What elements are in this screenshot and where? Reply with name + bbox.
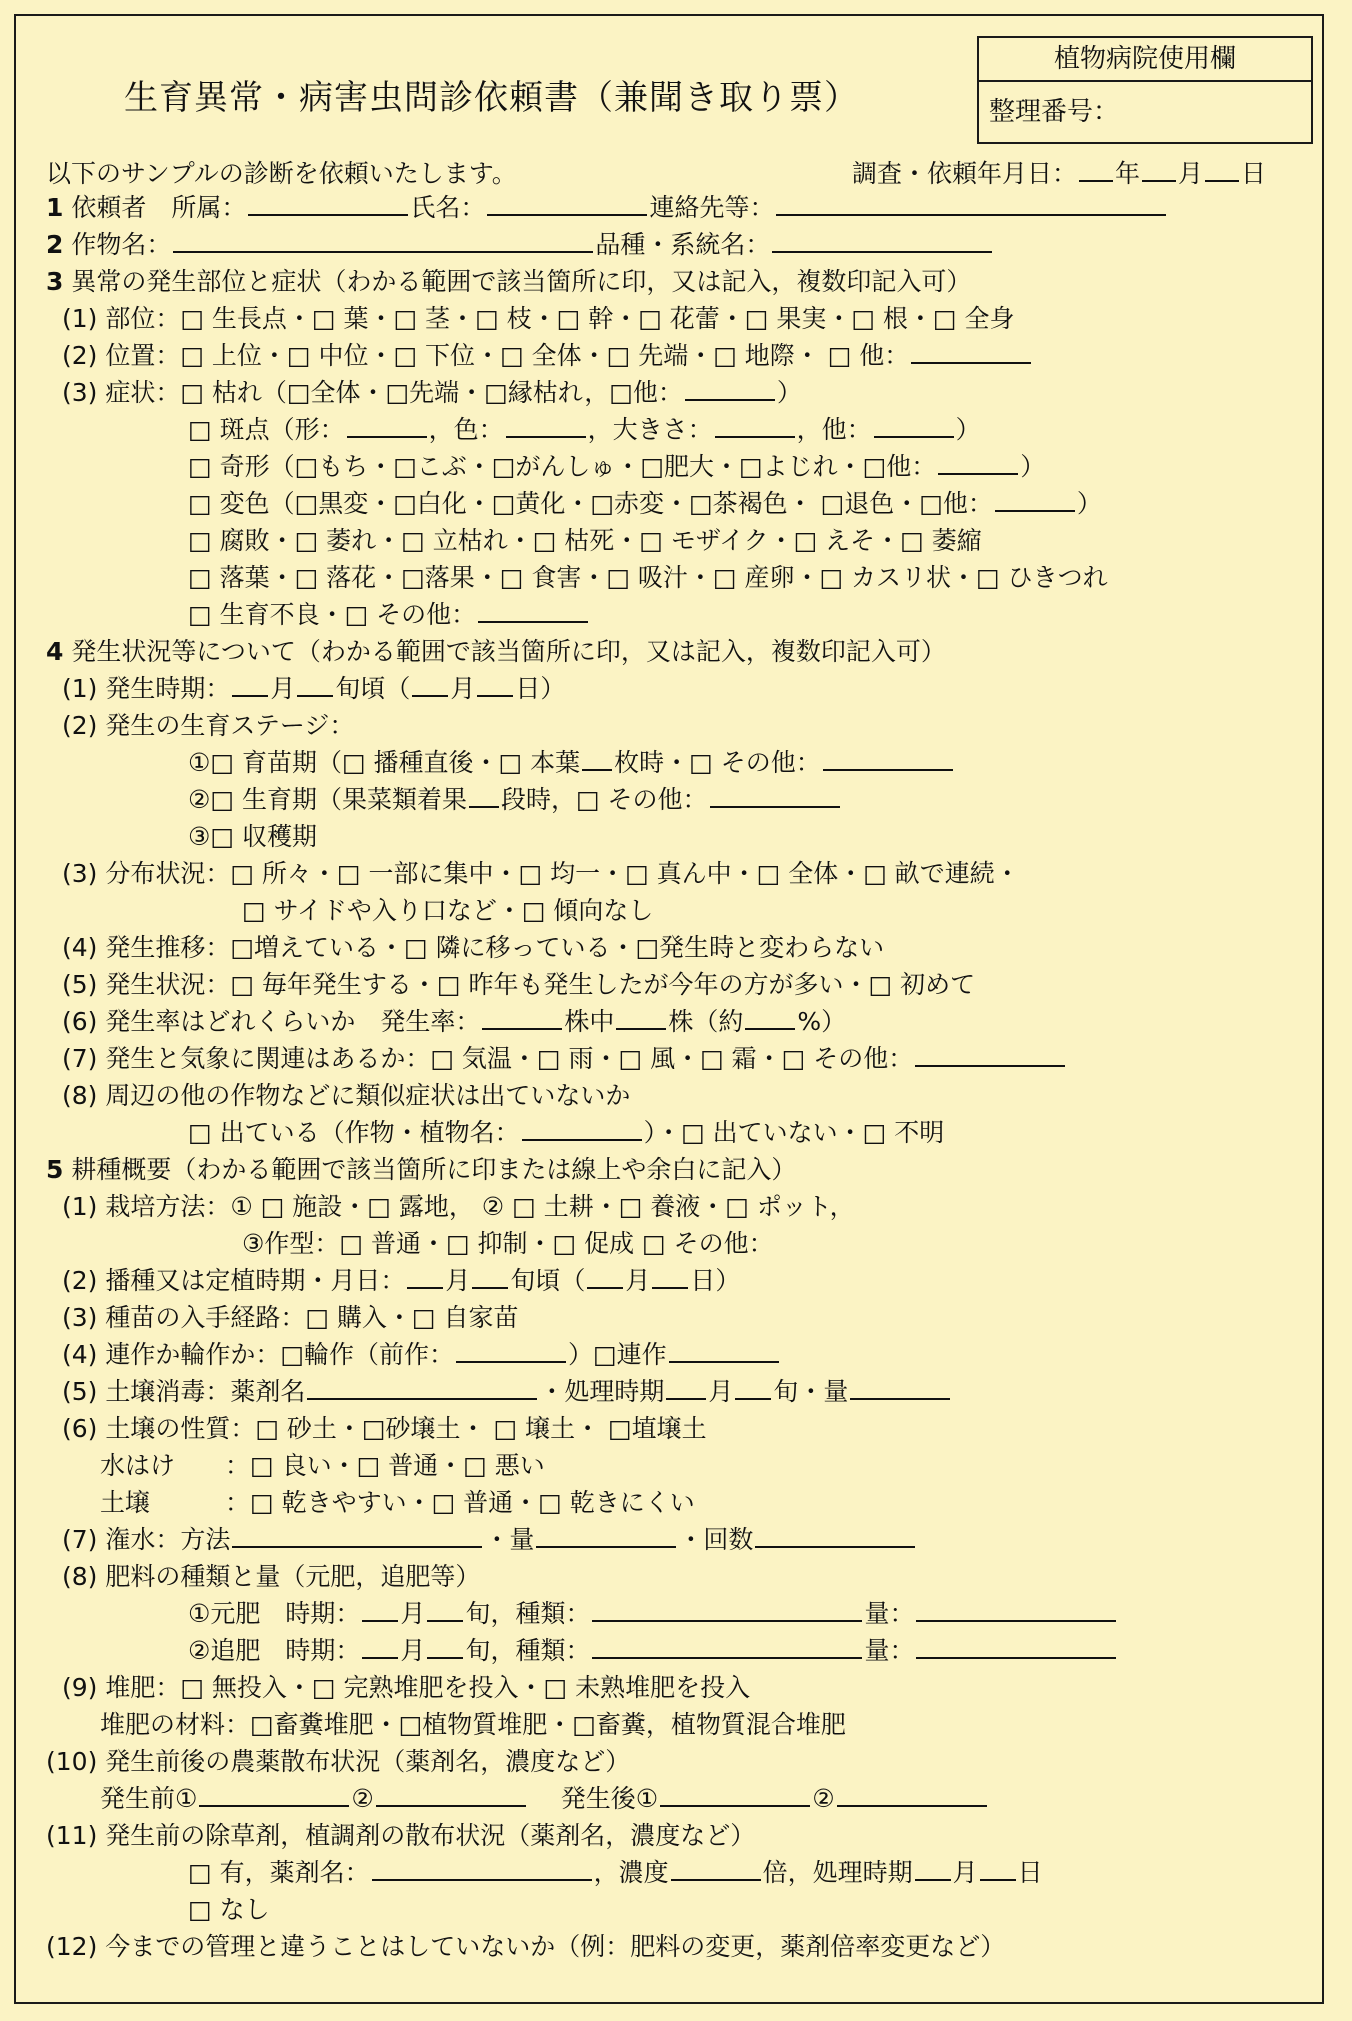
date-month-label: 月 bbox=[1178, 159, 1204, 188]
form-line bbox=[242, 1227, 774, 1261]
form-text: ） bbox=[776, 378, 802, 407]
fill-in-blank[interactable] bbox=[669, 1339, 779, 1363]
form-text: (9) 堆肥：□ 無投入・□ 完熟堆肥を投入・□ 未熟堆肥を投入 bbox=[62, 1673, 751, 1702]
fill-in-blank[interactable] bbox=[522, 1117, 642, 1141]
fill-in-blank[interactable] bbox=[592, 1598, 862, 1622]
fill-in-blank[interactable] bbox=[506, 414, 586, 438]
fill-in-blank[interactable] bbox=[407, 1265, 443, 1289]
fill-in-blank[interactable] bbox=[297, 673, 333, 697]
form-line bbox=[188, 1634, 1118, 1668]
form-text: 月 bbox=[708, 1377, 734, 1406]
form-text: 品種・系統名： bbox=[595, 230, 771, 259]
form-text: ，濃度 bbox=[593, 1858, 669, 1887]
form-line bbox=[62, 376, 802, 410]
form-line bbox=[62, 1375, 952, 1409]
form-line bbox=[62, 1264, 740, 1298]
form-text: □ なし bbox=[188, 1895, 270, 1924]
section-number: 5 bbox=[46, 1155, 64, 1184]
form-text: 月 bbox=[270, 674, 296, 703]
form-text: 土壌 ：□ 乾きやすい・□ 普通・□ 乾きにくい bbox=[100, 1488, 695, 1517]
form-text: ①□ 育苗期（□ 播種直後・□ 本葉 bbox=[188, 748, 581, 777]
fill-in-blank[interactable] bbox=[307, 1376, 537, 1400]
fill-in-blank[interactable] bbox=[482, 1006, 562, 1030]
form-text: ） bbox=[1020, 452, 1046, 481]
form-text: ，色： bbox=[428, 415, 504, 444]
form-line bbox=[46, 1745, 630, 1779]
form-text: □ サイドや入り口など・□ 傾向なし bbox=[242, 896, 654, 925]
form-text: 発生状況等について（わかる範囲で該当箇所に印，又は記入，複数印記入可） bbox=[71, 637, 946, 666]
form-text: 月 bbox=[445, 1266, 471, 1295]
form-text: ）・□ 出ていない・□ 不明 bbox=[643, 1118, 945, 1147]
form-line bbox=[188, 783, 842, 817]
form-line bbox=[100, 1449, 545, 1483]
form-text: (6) 発生率はどれくらいか 発生率： bbox=[62, 1007, 481, 1036]
form-text: (3) 症状：□ 枯れ（□全体・□先端・□縁枯れ，□他： bbox=[62, 378, 683, 407]
form-line bbox=[62, 1190, 855, 1224]
form-line bbox=[188, 746, 955, 780]
form-text: 異常の発生部位と症状（わかる範囲で該当箇所に印，又は記入，複数印記入可） bbox=[71, 267, 972, 296]
date-day-field[interactable] bbox=[1205, 158, 1239, 182]
fill-in-blank[interactable] bbox=[755, 1524, 915, 1548]
form-line bbox=[62, 1338, 781, 1372]
form-line bbox=[188, 524, 982, 558]
form-text: ② bbox=[351, 1784, 374, 1813]
fill-in-blank[interactable] bbox=[660, 1783, 810, 1807]
date-day-label: 日 bbox=[1241, 159, 1267, 188]
request-date bbox=[852, 157, 1266, 191]
form-text: 堆肥の材料：□畜糞堆肥・□植物質堆肥・□畜糞，植物質混合堆肥 bbox=[100, 1710, 846, 1739]
form-text: ③作型：□ 普通・□ 抑制・□ 促成 □ その他： bbox=[242, 1229, 774, 1258]
form-text: □ 変色（□黒変・□白化・□黄化・□赤変・□茶褐色・ □退色・□他： bbox=[188, 489, 993, 518]
form-text: (4) 連作か輪作か：□輪作（前作： bbox=[62, 1340, 454, 1369]
fill-in-blank[interactable] bbox=[850, 1376, 950, 1400]
form-text: 発生後① bbox=[527, 1784, 659, 1813]
form-line bbox=[188, 450, 1045, 484]
form-text: 株（約 bbox=[668, 1007, 744, 1036]
form-text: □ 腐敗・□ 萎れ・□ 立枯れ・□ 枯死・□ モザイク・□ えそ・□ 萎縮 bbox=[188, 526, 982, 555]
fill-in-blank[interactable] bbox=[592, 1635, 862, 1659]
form-line bbox=[62, 672, 565, 706]
form-text: 依頼者 所属： bbox=[71, 193, 247, 222]
form-text: 株中 bbox=[564, 1007, 615, 1036]
form-text: □ 出ている（作物・植物名： bbox=[188, 1118, 520, 1147]
form-line bbox=[62, 1079, 630, 1113]
form-line bbox=[188, 1856, 1043, 1890]
form-text: (3) 種苗の入手経路：□ 購入・□ 自家苗 bbox=[62, 1303, 519, 1332]
form-text: 氏名： bbox=[410, 193, 486, 222]
fill-in-blank[interactable] bbox=[487, 192, 647, 216]
form-text: □ 奇形（□もち・□こぶ・□がんしゅ・□肥大・□よじれ・□他： bbox=[188, 452, 937, 481]
fill-in-blank[interactable] bbox=[666, 1376, 706, 1400]
form-text: (8) 周辺の他の作物などに類似症状は出ていないか bbox=[62, 1081, 631, 1110]
form-text: ①元肥 時期： bbox=[188, 1599, 361, 1628]
fill-in-blank[interactable] bbox=[652, 1265, 688, 1289]
form-text: 日 bbox=[1017, 1858, 1043, 1887]
form-line bbox=[62, 1560, 480, 1594]
form-text: 旬・量 bbox=[773, 1377, 849, 1406]
form-text: 枚時・□ その他： bbox=[614, 748, 821, 777]
form-text: □ 落葉・□ 落花・□落果・□ 食害・□ 吸汁・□ 産卵・□ カスリ状・□ ひきつれ bbox=[188, 563, 1108, 592]
form-line bbox=[62, 1005, 846, 1039]
form-line bbox=[188, 487, 1102, 521]
form-text: 旬頃（ bbox=[335, 674, 411, 703]
form-text: 日） bbox=[690, 1266, 741, 1295]
form-line bbox=[188, 820, 317, 854]
form-line bbox=[188, 561, 1108, 595]
fill-in-blank[interactable] bbox=[938, 451, 1018, 475]
fill-in-blank[interactable] bbox=[472, 1265, 508, 1289]
section-number: 2 bbox=[46, 230, 64, 259]
fill-in-blank[interactable] bbox=[347, 414, 427, 438]
form-line bbox=[62, 1671, 750, 1705]
fill-in-blank[interactable] bbox=[715, 414, 795, 438]
fill-in-blank[interactable] bbox=[915, 1043, 1065, 1067]
form-text: (2) 播種又は定植時期・月日： bbox=[62, 1266, 406, 1295]
fill-in-blank[interactable] bbox=[874, 414, 954, 438]
form-text: 倍，処理時期 bbox=[762, 1858, 913, 1887]
form-text: 月 bbox=[450, 674, 476, 703]
form-text: 月 bbox=[400, 1599, 426, 1628]
form-line bbox=[188, 598, 590, 632]
form-line bbox=[100, 1486, 695, 1520]
form-line bbox=[100, 1708, 846, 1742]
fill-in-blank[interactable] bbox=[823, 747, 953, 771]
form-text: ・処理時期 bbox=[539, 1377, 665, 1406]
fill-in-blank[interactable] bbox=[199, 1783, 349, 1807]
fill-in-blank[interactable] bbox=[536, 1524, 676, 1548]
fill-in-blank[interactable] bbox=[916, 1598, 1116, 1622]
fill-in-blank[interactable] bbox=[685, 377, 775, 401]
fill-in-blank[interactable] bbox=[671, 1857, 761, 1881]
fill-in-blank[interactable] bbox=[995, 488, 1075, 512]
form-text: 月 bbox=[400, 1636, 426, 1665]
form-text: (2) 発生の生育ステージ： bbox=[62, 711, 355, 740]
section-number: 4 bbox=[46, 637, 64, 666]
form-text: ，他： bbox=[796, 415, 872, 444]
fill-in-blank[interactable] bbox=[232, 1524, 482, 1548]
form-text: (10) 発生前後の農薬散布状況（薬剤名，濃度など） bbox=[46, 1747, 631, 1776]
form-text: (2) 位置：□ 上位・□ 中位・□ 下位・□ 全体・□ 先端・□ 地際・ □ 他： bbox=[62, 341, 910, 370]
form-line bbox=[46, 265, 971, 299]
form-line bbox=[46, 635, 946, 669]
form-text: ，大きさ： bbox=[587, 415, 713, 444]
registration-number-label: 整理番号： bbox=[989, 97, 1120, 127]
form-text: ②□ 生育期（果菜類着果 bbox=[188, 785, 467, 814]
form-line bbox=[62, 1301, 519, 1335]
fill-in-blank[interactable] bbox=[915, 1857, 951, 1881]
fill-in-blank[interactable] bbox=[412, 673, 448, 697]
fill-in-blank[interactable] bbox=[477, 673, 513, 697]
form-text: 旬頃（ bbox=[510, 1266, 586, 1295]
form-text: 発生前① bbox=[100, 1784, 198, 1813]
form-text: ・回数 bbox=[678, 1525, 754, 1554]
fill-in-blank[interactable] bbox=[372, 1857, 592, 1881]
section-number: 1 bbox=[46, 193, 64, 222]
form-text: %） bbox=[797, 1007, 847, 1036]
date-label: 調査・依頼年月日： bbox=[852, 159, 1078, 188]
fill-in-blank[interactable] bbox=[710, 784, 840, 808]
form-line bbox=[100, 1782, 989, 1816]
form-text: (8) 肥料の種類と量（元肥，追肥等） bbox=[62, 1562, 481, 1591]
fill-in-blank[interactable] bbox=[837, 1783, 987, 1807]
date-month-field[interactable] bbox=[1142, 158, 1176, 182]
fill-in-blank[interactable] bbox=[427, 1635, 463, 1659]
form-line bbox=[62, 968, 975, 1002]
form-text: ）□連作 bbox=[567, 1340, 667, 1369]
form-text: (1) 発生時期： bbox=[62, 674, 231, 703]
form-text: (6) 土壌の性質：□ 砂土・□砂壌土・ □ 壌土・ □埴壌土 bbox=[62, 1414, 707, 1443]
form-line bbox=[188, 1893, 270, 1927]
form-line bbox=[46, 1819, 755, 1853]
form-text: □ 生育不良・□ その他： bbox=[188, 600, 477, 629]
form-text: (12) 今までの管理と違うことはしていないか（例：肥料の変更，薬剤倍率変更など） bbox=[46, 1932, 1006, 1961]
fill-in-blank[interactable] bbox=[911, 340, 1031, 364]
fill-in-blank[interactable] bbox=[980, 1857, 1016, 1881]
fill-in-blank[interactable] bbox=[173, 229, 593, 253]
form-text: 段時，□ その他： bbox=[500, 785, 708, 814]
fill-in-blank[interactable] bbox=[376, 1783, 526, 1807]
form-text: (4) 発生推移：□増えている・□ 隣に移っている・□発生時と変わらない bbox=[62, 933, 885, 962]
form-text: (1) 部位：□ 生長点・□ 葉・□ 茎・□ 枝・□ 幹・□ 花蕾・□ 果実・□ 根・□ 全身 bbox=[62, 304, 1015, 333]
form-line bbox=[62, 1042, 1067, 1076]
form-line bbox=[46, 1153, 796, 1187]
fill-in-blank[interactable] bbox=[745, 1006, 795, 1030]
date-year-field[interactable] bbox=[1079, 158, 1113, 182]
form-text: 水はけ ：□ 良い・□ 普通・□ 悪い bbox=[100, 1451, 545, 1480]
fill-in-blank[interactable] bbox=[469, 784, 499, 808]
form-text: (5) 発生状況：□ 毎年発生する・□ 昨年も発生したが今年の方が多い・□ 初めて bbox=[62, 970, 976, 999]
fill-in-blank[interactable] bbox=[478, 599, 588, 623]
intro-line bbox=[46, 157, 517, 191]
fill-in-blank[interactable] bbox=[248, 192, 408, 216]
date-year-label: 年 bbox=[1115, 159, 1141, 188]
form-text: (11) 発生前の除草剤，植調剤の散布状況（薬剤名，濃度など） bbox=[46, 1821, 756, 1850]
form-text: (7) 発生と気象に関連はあるか：□ 気温・□ 雨・□ 風・□ 霜・□ その他： bbox=[62, 1044, 914, 1073]
form-line bbox=[46, 191, 1168, 225]
form-text: 月 bbox=[952, 1858, 978, 1887]
form-line bbox=[62, 1523, 917, 1557]
form-text: □ 有，薬剤名： bbox=[188, 1858, 370, 1887]
fill-in-blank[interactable] bbox=[362, 1635, 398, 1659]
form-line bbox=[62, 339, 1033, 373]
fill-in-blank[interactable] bbox=[582, 747, 612, 771]
form-text: 耕種概要（わかる範囲で該当箇所に印または線上や余白に記入） bbox=[71, 1155, 797, 1184]
fill-in-blank[interactable] bbox=[362, 1598, 398, 1622]
form-text: □ 斑点（形： bbox=[188, 415, 345, 444]
section-number: 3 bbox=[46, 267, 64, 296]
form-text: (3) 分布状況：□ 所々・□ 一部に集中・□ 均一・□ 真ん中・□ 全体・□ 畝で連続・ bbox=[62, 859, 1020, 888]
form-text: 旬，種類： bbox=[465, 1599, 591, 1628]
fill-in-blank[interactable] bbox=[735, 1376, 771, 1400]
form-line bbox=[62, 709, 354, 743]
office-use-box bbox=[977, 36, 1313, 144]
form-text: ② bbox=[812, 1784, 835, 1813]
fill-in-blank[interactable] bbox=[587, 1265, 623, 1289]
form-line bbox=[188, 413, 981, 447]
fill-in-blank[interactable] bbox=[776, 192, 1166, 216]
request-text: 以下のサンプルの診断を依頼いたします。 bbox=[46, 159, 517, 188]
form-text: ） bbox=[1076, 489, 1102, 518]
form-line bbox=[62, 857, 1020, 891]
form-text: ②追肥 時期： bbox=[188, 1636, 361, 1665]
form-line bbox=[46, 228, 994, 262]
fill-in-blank[interactable] bbox=[427, 1598, 463, 1622]
page-title: 生育異常・病害虫問診依頼書（兼聞き取り票） bbox=[124, 78, 859, 118]
form-text: (7) 潅水：方法 bbox=[62, 1525, 231, 1554]
form-line bbox=[188, 1597, 1118, 1631]
form-text: 作物名： bbox=[71, 230, 172, 259]
form-text: 連絡先等： bbox=[649, 193, 775, 222]
fill-in-blank[interactable] bbox=[772, 229, 992, 253]
form-line bbox=[62, 1412, 707, 1446]
form-text: 月 bbox=[625, 1266, 651, 1295]
form-text: (5) 土壌消毒：薬剤名 bbox=[62, 1377, 306, 1406]
fill-in-blank[interactable] bbox=[232, 673, 268, 697]
office-use-box-title: 植物病院使用欄 bbox=[979, 38, 1311, 82]
form-text: ） bbox=[955, 415, 981, 444]
form-line bbox=[188, 1116, 944, 1150]
form-line bbox=[62, 931, 884, 965]
form-line bbox=[62, 302, 1014, 336]
form-text: ③□ 収穫期 bbox=[188, 822, 317, 851]
form-line bbox=[242, 894, 653, 928]
form-text: 量： bbox=[864, 1636, 915, 1665]
form-text: ・量 bbox=[484, 1525, 535, 1554]
form-text: (1) 栽培方法：① □ 施設・□ 露地， ② □ 土耕・□ 養液・□ ポット， bbox=[62, 1192, 855, 1221]
fill-in-blank[interactable] bbox=[616, 1006, 666, 1030]
fill-in-blank[interactable] bbox=[456, 1339, 566, 1363]
form-text: 旬，種類： bbox=[465, 1636, 591, 1665]
fill-in-blank[interactable] bbox=[916, 1635, 1116, 1659]
form-line bbox=[46, 1930, 1005, 1964]
form-text: 日） bbox=[515, 674, 566, 703]
form-text: 量： bbox=[864, 1599, 915, 1628]
